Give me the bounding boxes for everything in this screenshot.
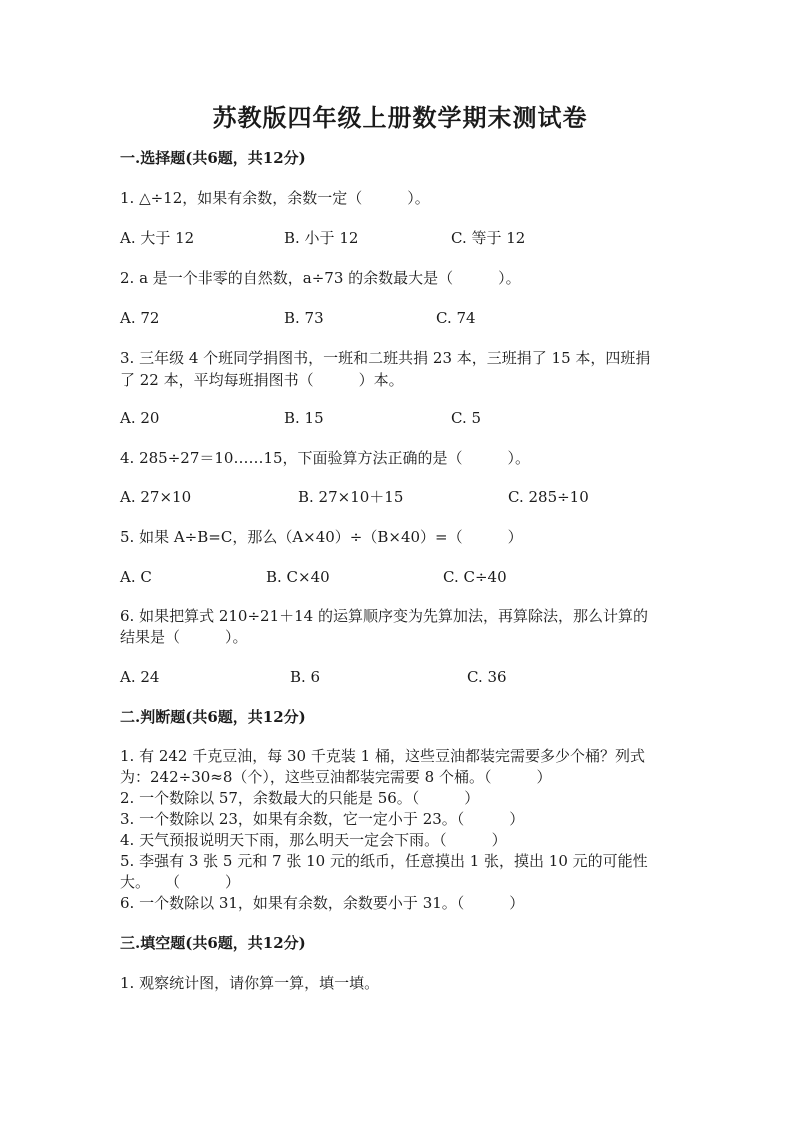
option-b: B. 27×10＋15 [298, 488, 404, 506]
judge-item: 1. 有 242 千克豆油，每 30 千克装 1 桶，这些豆油都装完需要多少个桶？列式 [120, 747, 645, 765]
section-heading-fill: 三.填空题(共6题，共12分) [120, 934, 306, 952]
option-c: C. 等于 12 [451, 229, 526, 247]
option-c: C. 5 [451, 409, 482, 427]
option-c: C. C÷40 [443, 568, 507, 586]
option-a: A. 20 [120, 409, 160, 427]
judge-item-cont: 大。 （ ） [120, 873, 241, 891]
option-c: C. 74 [436, 309, 476, 327]
option-b: B. 15 [284, 409, 324, 427]
question-text: 3. 三年级 4 个班同学捐图书，一班和二班共捐 23 本，三班捐了 15 本，四班捐 [120, 349, 651, 367]
option-b: B. C×40 [266, 568, 330, 586]
option-a: A. 72 [120, 309, 160, 327]
question-text: 4. 285÷27＝10……15，下面验算方法正确的是（ ）。 [120, 449, 531, 467]
question-text: 6. 如果把算式 210÷21＋14 的运算顺序变为先算加法，再算除法，那么计算的 [120, 607, 648, 625]
page-title: 苏教版四年级上册数学期末测试卷 [212, 103, 588, 132]
section-heading-choice: 一.选择题(共6题，共12分) [120, 149, 306, 167]
option-b: B. 73 [284, 309, 324, 327]
option-b: B. 6 [290, 668, 321, 686]
question-text: 2. a 是一个非零的自然数，a÷73 的余数最大是（ ）。 [120, 269, 521, 287]
option-c: C. 285÷10 [508, 488, 589, 506]
option-a: A. 大于 12 [120, 229, 195, 247]
judge-item: 2. 一个数除以 57，余数最大的只能是 56。（ ） [120, 789, 480, 807]
question-text: 5. 如果 A÷B=C，那么（A×40）÷（B×40）=（ ） [120, 528, 523, 546]
option-c: C. 36 [467, 668, 507, 686]
question-text: 1. △÷12，如果有余数，余数一定（ ）。 [120, 189, 430, 207]
question-text-cont: 了 22 本，平均每班捐图书（ ）本。 [120, 371, 404, 389]
question-text: 1. 观察统计图，请你算一算，填一填。 [120, 974, 380, 992]
judge-item-cont: 为：242÷30≈8（个），这些豆油都装完需要 8 个桶。（ ） [120, 768, 552, 786]
option-b: B. 小于 12 [284, 229, 359, 247]
question-text-cont: 结果是（ ）。 [120, 628, 248, 646]
judge-item: 6. 一个数除以 31，如果有余数，余数要小于 31。（ ） [120, 894, 525, 912]
judge-item: 4. 天气预报说明天下雨，那么明天一定会下雨。（ ） [120, 831, 507, 849]
option-a: A. 24 [120, 668, 160, 686]
judge-item: 3. 一个数除以 23，如果有余数，它一定小于 23。（ ） [120, 810, 525, 828]
section-heading-judge: 二.判断题(共6题，共12分) [120, 708, 306, 726]
option-a: A. 27×10 [120, 488, 192, 506]
option-a: A. C [120, 568, 152, 586]
judge-item: 5. 李强有 3 张 5 元和 7 张 10 元的纸币，任意摸出 1 张，摸出 10 元的可能性 [120, 852, 648, 870]
